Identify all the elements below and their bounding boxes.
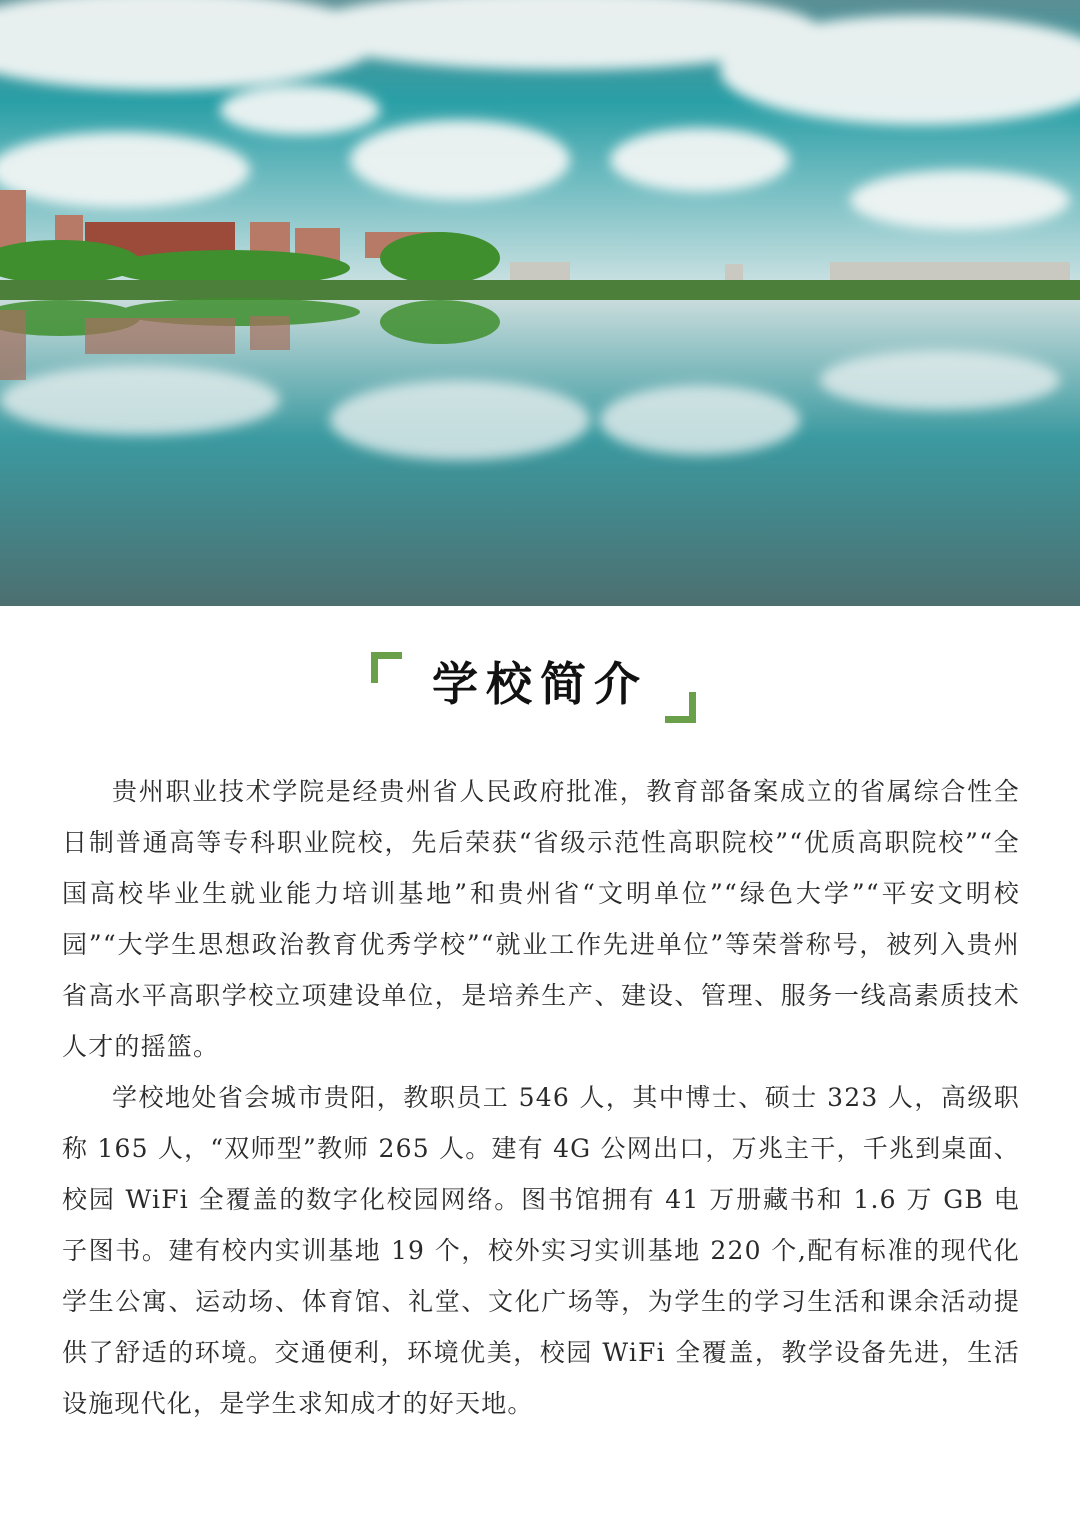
- corner-bracket-icon: [665, 692, 696, 723]
- hero-photo: [0, 0, 1080, 606]
- section-title: 学校简介: [432, 657, 648, 711]
- section-header: [0, 640, 1080, 730]
- paragraph: 学校地处省会城市贵阳，教职员工 546 人，其中博士、硕士 323 人，高级职称 165 人，“双师型”教师 265 人。建有 4G 公网出口，万兆主干，千兆到桌面、校园 WiFi 全覆盖的数字化校园网络。图书馆拥有 41 万册藏书和 1.6 万 GB 电子图书。建有校内实训基地 19 个，校外实习实训基地 220 个,配有标准的现代化学生公寓、运动场、体育馆、礼堂、文化广场等，为学生的学习生活和课余活动提供了舒适的环境。交通便利，环境优美，校园 WiFi 全覆盖，教学设备先进，生活设施现代化，是学生求知成才的好天地。: [62, 1083, 1020, 1418]
- intro-text: [62, 766, 1020, 1429]
- campus-lake-reflection-photo: [0, 0, 1080, 606]
- paragraph: 贵州职业技术学院是经贵州省人民政府批准，教育部备案成立的省属综合性全日制普通高等专科职业院校，先后荣获“省级示范性高职院校”“优质高职院校”“全国高校毕业生就业能力培训基地”和贵州省“文明单位”“绿色大学”“平安文明校园”“大学生思想政治教育优秀学校”“就业工作先进单位”等荣誉称号，被列入贵州省高水平高职学校立项建设单位，是培养生产、建设、管理、服务一线高素质技术人才的摇篮。: [62, 777, 1020, 1061]
